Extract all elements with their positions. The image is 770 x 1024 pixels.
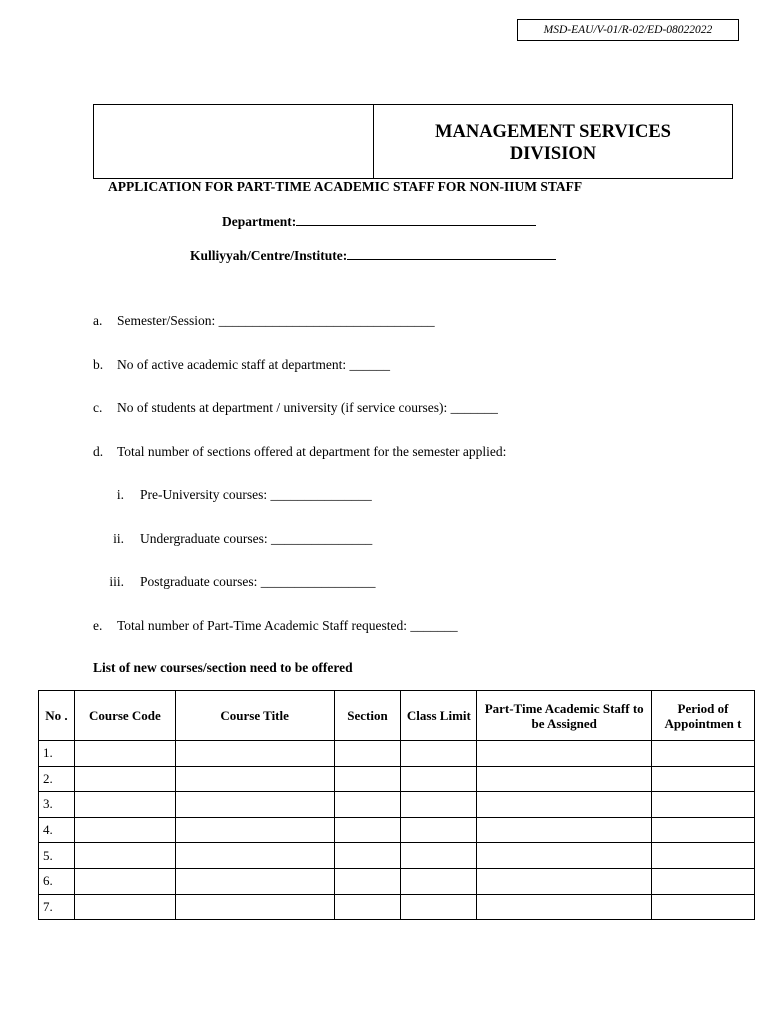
question-b — [93, 357, 390, 373]
cell-course-code[interactable] — [74, 741, 175, 767]
question-a — [93, 313, 435, 329]
cell-class-limit[interactable] — [401, 868, 477, 894]
table-row — [39, 792, 755, 818]
cell-course-code[interactable] — [74, 817, 175, 843]
question-d-i-marker: i. — [116, 487, 124, 502]
question-d-ii — [92, 531, 372, 547]
cell-staff[interactable] — [477, 741, 652, 767]
cell-class-limit[interactable] — [401, 894, 477, 920]
header-box — [93, 104, 733, 179]
question-c-marker: c. — [93, 400, 103, 415]
course-list-title: List of new courses/section need to be offered — [93, 660, 353, 675]
question-d-i — [92, 487, 372, 503]
col-header-staff-assigned: Part-Time Academic Staff to be Assigned — [477, 691, 652, 741]
department-input-line[interactable] — [296, 213, 536, 226]
cell-course-code[interactable] — [74, 792, 175, 818]
question-d-iii-marker: iii. — [109, 574, 124, 589]
question-a-text: Semester/Session: ________________________________ — [117, 313, 435, 328]
cell-section[interactable] — [334, 766, 401, 792]
col-header-course-title: Course Title — [175, 691, 334, 741]
division-title-line2: DIVISION — [509, 143, 597, 164]
cell-course-code[interactable] — [74, 766, 175, 792]
cell-course-code[interactable] — [74, 894, 175, 920]
department-field — [222, 213, 536, 230]
table-row — [39, 817, 755, 843]
question-d-ii-text: Undergraduate courses: _______________ — [140, 531, 373, 546]
cell-period[interactable] — [652, 894, 755, 920]
cell-period[interactable] — [652, 817, 755, 843]
logo-area — [94, 105, 374, 178]
question-d — [93, 444, 506, 460]
cell-course-title[interactable] — [175, 817, 334, 843]
cell-course-code[interactable] — [74, 843, 175, 869]
table-row — [39, 843, 755, 869]
kulliyyah-label: Kulliyyah/Centre/Institute: — [190, 248, 348, 263]
cell-class-limit[interactable] — [401, 766, 477, 792]
question-d-ii-marker: ii. — [113, 531, 124, 546]
cell-staff[interactable] — [477, 868, 652, 894]
cell-section[interactable] — [334, 894, 401, 920]
cell-period[interactable] — [652, 766, 755, 792]
question-c — [93, 400, 498, 416]
cell-staff[interactable] — [477, 817, 652, 843]
cell-class-limit[interactable] — [401, 817, 477, 843]
cell-class-limit[interactable] — [401, 843, 477, 869]
row-number: 7. — [39, 894, 75, 920]
cell-section[interactable] — [334, 741, 401, 767]
table-header-row — [39, 691, 755, 741]
cell-course-title[interactable] — [175, 894, 334, 920]
cell-section[interactable] — [334, 792, 401, 818]
col-header-no: No . — [39, 691, 75, 741]
cell-period[interactable] — [652, 792, 755, 818]
question-e-marker: e. — [93, 618, 103, 633]
cell-staff[interactable] — [477, 766, 652, 792]
question-d-iii-text: Postgraduate courses: _________________ — [140, 574, 376, 589]
question-d-marker: d. — [93, 444, 104, 459]
col-header-period: Period of Appointmen t — [652, 691, 755, 741]
cell-section[interactable] — [334, 843, 401, 869]
cell-class-limit[interactable] — [401, 741, 477, 767]
course-table — [38, 690, 755, 920]
cell-period[interactable] — [652, 843, 755, 869]
application-title: APPLICATION FOR PART-TIME ACADEMIC STAFF FOR NON-IIUM STAFF — [108, 179, 583, 194]
cell-class-limit[interactable] — [401, 792, 477, 818]
question-b-text: No of active academic staff at department: ______ — [117, 357, 391, 372]
cell-staff[interactable] — [477, 843, 652, 869]
division-title-line1: MANAGEMENT SERVICES — [435, 121, 671, 142]
table-row — [39, 741, 755, 767]
cell-staff[interactable] — [477, 792, 652, 818]
cell-course-code[interactable] — [74, 868, 175, 894]
col-header-course-code: Course Code — [74, 691, 175, 741]
row-number: 5. — [39, 843, 75, 869]
question-d-text: Total number of sections offered at department for the semester applied: — [117, 444, 507, 459]
cell-section[interactable] — [334, 868, 401, 894]
col-header-class-limit: Class Limit — [401, 691, 477, 741]
row-number: 4. — [39, 817, 75, 843]
cell-course-title[interactable] — [175, 766, 334, 792]
question-b-marker: b. — [93, 357, 104, 372]
department-label: Department: — [222, 214, 297, 229]
kulliyyah-field — [190, 247, 556, 264]
question-a-marker: a. — [93, 313, 103, 328]
cell-course-title[interactable] — [175, 868, 334, 894]
row-number: 6. — [39, 868, 75, 894]
cell-period[interactable] — [652, 741, 755, 767]
division-title — [374, 105, 732, 178]
cell-course-title[interactable] — [175, 843, 334, 869]
table-row — [39, 766, 755, 792]
question-d-i-text: Pre-University courses: _______________ — [140, 487, 372, 502]
cell-staff[interactable] — [477, 894, 652, 920]
table-row — [39, 868, 755, 894]
row-number: 1. — [39, 741, 75, 767]
document-reference-code: MSD-EAU/V-01/R-02/ED-08022022 — [517, 19, 739, 41]
question-d-iii — [92, 574, 375, 590]
question-e-text: Total number of Part-Time Academic Staff requested: _______ — [117, 618, 458, 633]
cell-period[interactable] — [652, 868, 755, 894]
row-number: 2. — [39, 766, 75, 792]
cell-section[interactable] — [334, 817, 401, 843]
col-header-section: Section — [334, 691, 401, 741]
kulliyyah-input-line[interactable] — [347, 247, 556, 260]
cell-course-title[interactable] — [175, 741, 334, 767]
cell-course-title[interactable] — [175, 792, 334, 818]
row-number: 3. — [39, 792, 75, 818]
question-c-text: No of students at department / university (if service courses): _______ — [117, 400, 498, 415]
table-row — [39, 894, 755, 920]
question-e — [93, 618, 458, 634]
